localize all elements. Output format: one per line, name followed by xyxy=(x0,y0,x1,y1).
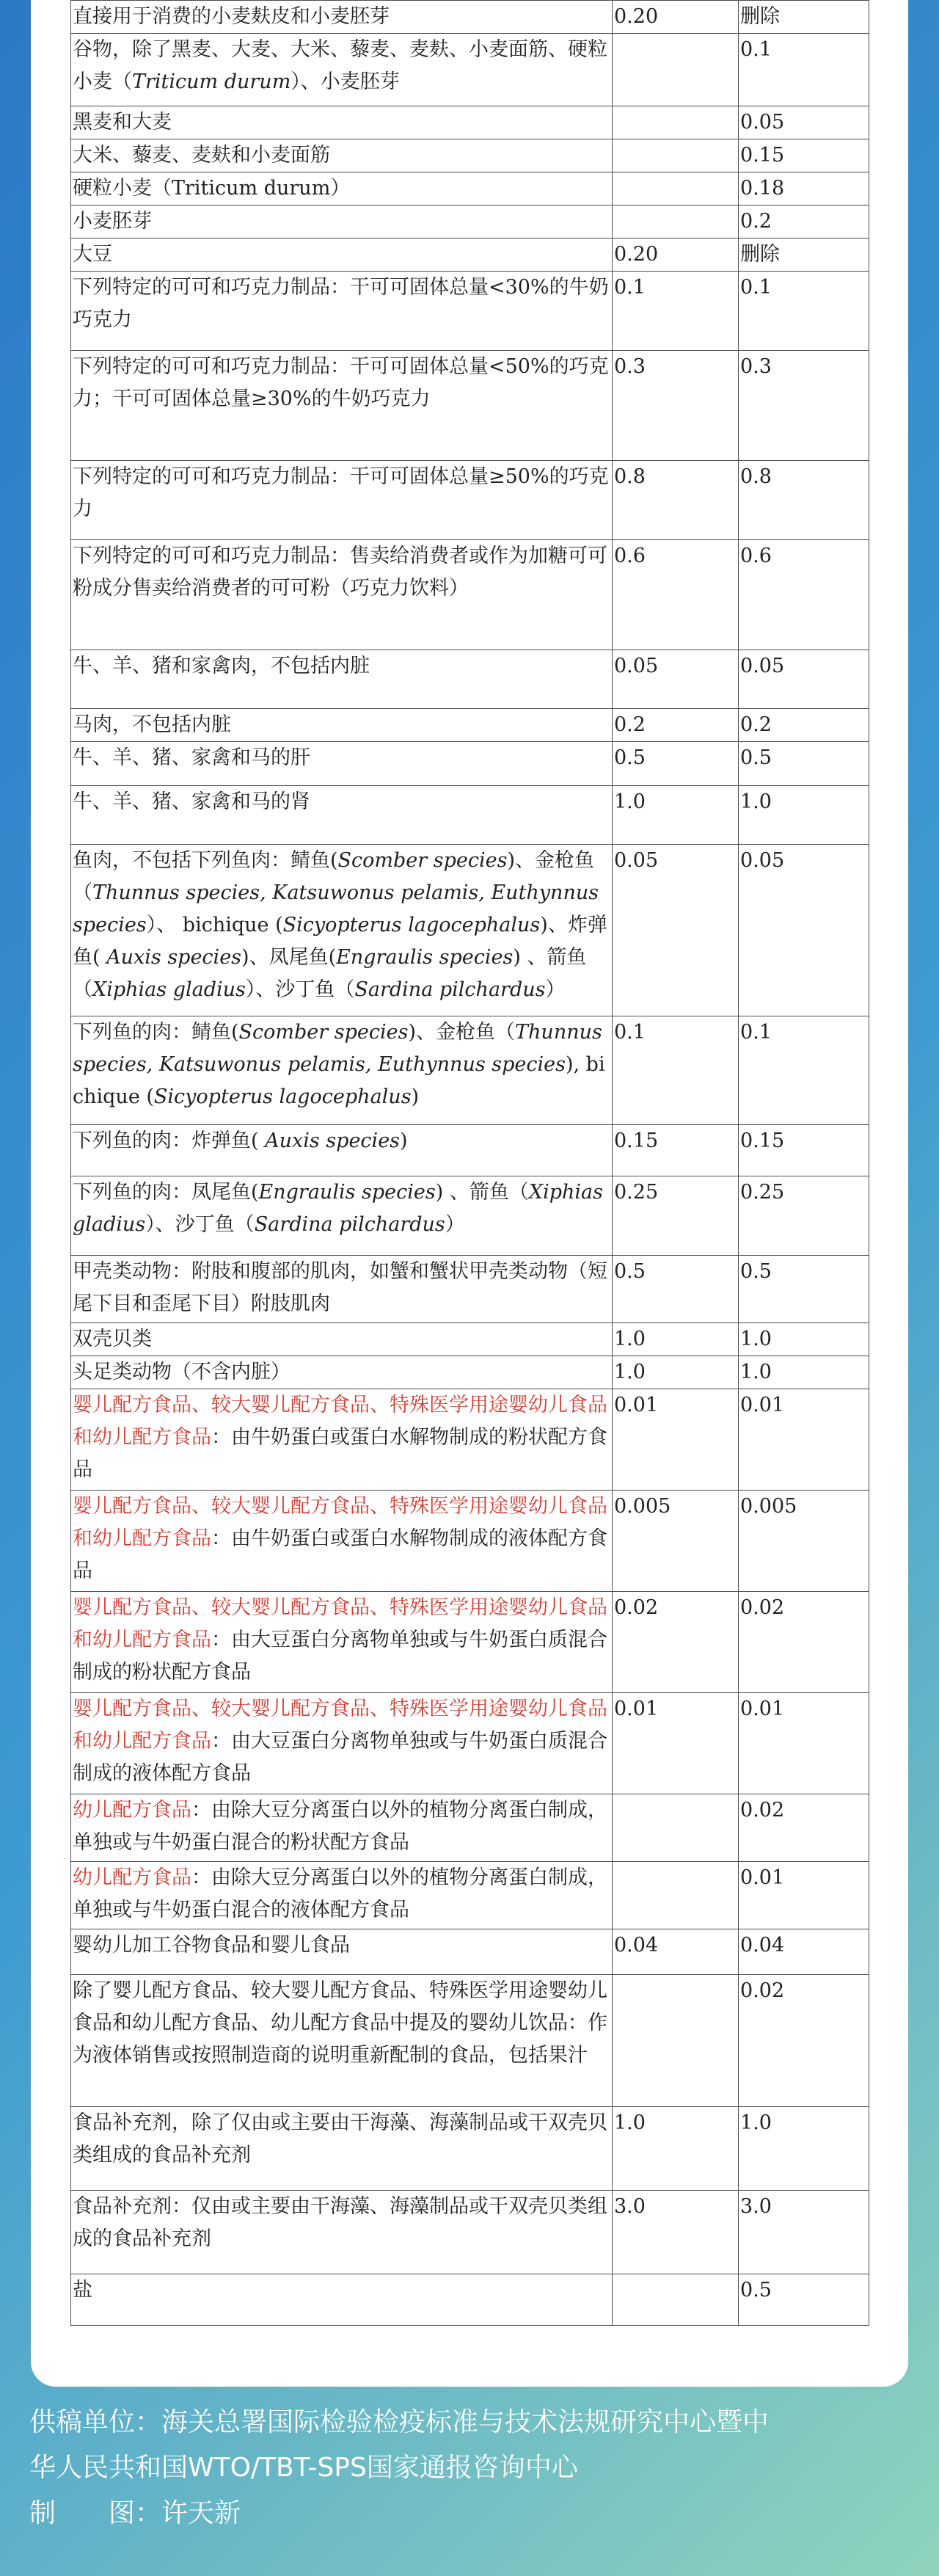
revised-limit-cell: 0.1 xyxy=(739,34,869,106)
food-category-cell: 除了婴儿配方食品、较大婴儿配方食品、特殊医学用途婴幼儿食品和幼儿配方食品、幼儿配方食品中提及的婴幼儿饮品：作为液体销售或按照制造商的说明重新配制的食品，包括果汁 xyxy=(71,1975,613,2107)
current-limit-cell: 0.05 xyxy=(613,650,739,709)
food-category-cell: 黑麦和大麦 xyxy=(71,106,613,139)
table-row xyxy=(71,1176,869,1256)
food-category-cell: 婴幼儿加工谷物食品和婴儿食品 xyxy=(71,1929,613,1975)
food-category-cell: 下列特定的可可和巧克力制品：干可可固体总量≥50%的巧克力 xyxy=(71,461,613,540)
food-category-cell: 头足类动物（不含内脏） xyxy=(71,1356,613,1389)
footer-line-2: 华人民共和国WTO/TBT-SPS国家通报咨询中心 xyxy=(29,2453,578,2483)
revised-limit-cell: 0.05 xyxy=(739,106,869,139)
table-row xyxy=(71,1125,869,1176)
food-category-cell: 婴儿配方食品、较大婴儿配方食品、特殊医学用途婴幼儿食品和幼儿配方食品：由大豆蛋白分离物单独或与牛奶蛋白质混合制成的粉状配方食品 xyxy=(71,1592,613,1693)
revised-limit-cell: 0.1 xyxy=(739,1016,869,1125)
current-limit-cell xyxy=(613,106,739,139)
current-limit-cell xyxy=(613,1975,739,2107)
table-row xyxy=(71,1323,869,1356)
current-limit-cell xyxy=(613,205,739,239)
food-category-cell: 大豆 xyxy=(71,239,613,272)
table-row xyxy=(71,172,869,205)
food-category-cell: 婴儿配方食品、较大婴儿配方食品、特殊医学用途婴幼儿食品和幼儿配方食品：由大豆蛋白分离物单独或与牛奶蛋白质混合制成的液体配方食品 xyxy=(71,1693,613,1794)
current-limit-cell: 0.5 xyxy=(613,1256,739,1323)
revised-limit-cell: 1.0 xyxy=(739,1356,869,1389)
table-row xyxy=(71,709,869,742)
current-limit-cell: 0.2 xyxy=(613,709,739,742)
table-row xyxy=(71,106,869,139)
food-category-cell: 鱼肉，不包括下列鱼肉：鲭鱼(Scomber species)、金枪鱼（Thunnus species, Katsuwonus pelamis, Euthynnus species）、 bichique (Sicyopterus lagocephalus)、炸弹鱼( Auxis species)、凤尾鱼(Engraulis species) 、箭鱼（Xiphias gladius）、沙丁鱼（Sardina pilchardus） xyxy=(71,845,613,1016)
current-limit-cell: 0.8 xyxy=(613,461,739,540)
table-row xyxy=(71,1592,869,1693)
current-limit-cell: 0.20 xyxy=(613,239,739,272)
current-limit-cell: 0.15 xyxy=(613,1125,739,1176)
revised-limit-cell: 0.15 xyxy=(739,1125,869,1176)
revised-limit-cell: 0.2 xyxy=(739,205,869,239)
food-category-cell: 双壳贝类 xyxy=(71,1323,613,1356)
current-limit-cell xyxy=(613,2274,739,2326)
current-limit-cell xyxy=(613,34,739,106)
revised-limit-cell: 0.3 xyxy=(739,351,869,461)
revised-limit-cell: 3.0 xyxy=(739,2191,869,2274)
revised-limit-cell: 1.0 xyxy=(739,786,869,845)
food-category-cell: 甲壳类动物：附肢和腹部的肌肉，如蟹和蟹状甲壳类动物（短尾下目和歪尾下目）附肢肌肉 xyxy=(71,1256,613,1323)
food-category-cell: 牛、羊、猪、家禽和马的肾 xyxy=(71,786,613,845)
revised-limit-cell: 0.01 xyxy=(739,1389,869,1491)
food-category-cell: 大米、藜麦、麦麸和小麦面筋 xyxy=(71,139,613,172)
revised-limit-cell: 0.01 xyxy=(739,1693,869,1794)
current-limit-cell: 0.5 xyxy=(613,742,739,786)
food-category-cell: 牛、羊、猪和家禽肉，不包括内脏 xyxy=(71,650,613,709)
current-limit-cell: 0.20 xyxy=(613,1,739,34)
food-category-cell: 婴儿配方食品、较大婴儿配方食品、特殊医学用途婴幼儿食品和幼儿配方食品：由牛奶蛋白或蛋白水解物制成的粉状配方食品 xyxy=(71,1389,613,1491)
table-row xyxy=(71,1,869,34)
current-limit-cell xyxy=(613,172,739,205)
table-row xyxy=(71,1491,869,1592)
food-category-cell: 硬粒小麦（Triticum durum） xyxy=(71,172,613,205)
revised-limit-cell: 0.02 xyxy=(739,1592,869,1693)
current-limit-cell: 1.0 xyxy=(613,786,739,845)
food-category-cell: 幼儿配方食品：由除大豆分离蛋白以外的植物分离蛋白制成，单独或与牛奶蛋白混合的液体配方食品 xyxy=(71,1862,613,1929)
revised-limit-cell: 1.0 xyxy=(739,2107,869,2191)
current-limit-cell: 0.6 xyxy=(613,540,739,650)
revised-limit-cell: 0.15 xyxy=(739,139,869,172)
current-limit-cell: 0.3 xyxy=(613,351,739,461)
table-row xyxy=(71,540,869,650)
revised-limit-cell: 0.8 xyxy=(739,461,869,540)
current-limit-cell: 0.01 xyxy=(613,1389,739,1491)
food-category-cell: 婴儿配方食品、较大婴儿配方食品、特殊医学用途婴幼儿食品和幼儿配方食品：由牛奶蛋白或蛋白水解物制成的液体配方食品 xyxy=(71,1491,613,1592)
table-row xyxy=(71,1389,869,1491)
limits-table xyxy=(70,0,869,2326)
current-limit-cell: 3.0 xyxy=(613,2191,739,2274)
food-category-cell: 幼儿配方食品：由除大豆分离蛋白以外的植物分离蛋白制成，单独或与牛奶蛋白混合的粉状配方食品 xyxy=(71,1794,613,1862)
food-category-cell: 下列特定的可可和巧克力制品：干可可固体总量<30%的牛奶巧克力 xyxy=(71,272,613,351)
food-category-cell: 下列鱼的肉：鲭鱼(Scomber species)、金枪鱼（Thunnus species, Katsuwonus pelamis, Euthynnus species), bichique (Sicyopterus lagocephalus) xyxy=(71,1016,613,1125)
table-row xyxy=(71,239,869,272)
table-row xyxy=(71,742,869,786)
revised-limit-cell: 0.2 xyxy=(739,709,869,742)
food-category-cell: 下列特定的可可和巧克力制品：干可可固体总量<50%的巧克力；干可可固体总量≥30%的牛奶巧克力 xyxy=(71,351,613,461)
current-limit-cell: 0.25 xyxy=(613,1176,739,1256)
revised-limit-cell: 0.5 xyxy=(739,742,869,786)
food-category-cell: 小麦胚芽 xyxy=(71,205,613,239)
food-category-cell: 盐 xyxy=(71,2274,613,2326)
table-row xyxy=(71,351,869,461)
revised-limit-cell: 0.05 xyxy=(739,650,869,709)
table-row xyxy=(71,1256,869,1323)
current-limit-cell: 0.01 xyxy=(613,1693,739,1794)
table-row xyxy=(71,1794,869,1862)
revised-limit-cell: 删除 xyxy=(739,239,869,272)
table-row xyxy=(71,1016,869,1125)
revised-limit-cell: 0.01 xyxy=(739,1862,869,1929)
revised-limit-cell: 0.05 xyxy=(739,845,869,1016)
table-row xyxy=(71,139,869,172)
table-row xyxy=(71,1356,869,1389)
current-limit-cell: 1.0 xyxy=(613,2107,739,2191)
revised-limit-cell: 0.5 xyxy=(739,2274,869,2326)
revised-limit-cell: 删除 xyxy=(739,1,869,34)
food-category-cell: 食品补充剂，除了仅由或主要由干海藻、海藻制品或干双壳贝类组成的食品补充剂 xyxy=(71,2107,613,2191)
table-row xyxy=(71,205,869,239)
credits-footer xyxy=(29,2400,910,2536)
table-row xyxy=(71,2191,869,2274)
food-category-cell: 牛、羊、猪、家禽和马的肝 xyxy=(71,742,613,786)
footer-line-1: 供稿单位：海关总署国际检验检疫标准与技术法规研究中心暨中 xyxy=(29,2407,770,2437)
food-category-cell: 食品补充剂：仅由或主要由干海藻、海藻制品或干双壳贝类组成的食品补充剂 xyxy=(71,2191,613,2274)
table-row xyxy=(71,461,869,540)
current-limit-cell xyxy=(613,1794,739,1862)
current-limit-cell xyxy=(613,1862,739,1929)
current-limit-cell: 1.0 xyxy=(613,1356,739,1389)
table-row xyxy=(71,1975,869,2107)
current-limit-cell: 0.04 xyxy=(613,1929,739,1975)
table-row xyxy=(71,2107,869,2191)
table-row xyxy=(71,34,869,106)
food-category-cell: 直接用于消费的小麦麸皮和小麦胚芽 xyxy=(71,1,613,34)
footer-line-3: 制 图：许天新 xyxy=(29,2498,241,2528)
revised-limit-cell: 1.0 xyxy=(739,1323,869,1356)
table-row xyxy=(71,650,869,709)
table-row xyxy=(71,1693,869,1794)
food-category-cell: 马肉，不包括内脏 xyxy=(71,709,613,742)
table-row xyxy=(71,2274,869,2326)
food-category-cell: 下列鱼的肉：炸弹鱼( Auxis species) xyxy=(71,1125,613,1176)
current-limit-cell: 1.0 xyxy=(613,1323,739,1356)
revised-limit-cell: 0.5 xyxy=(739,1256,869,1323)
table-row xyxy=(71,272,869,351)
table-row xyxy=(71,786,869,845)
food-category-cell: 下列特定的可可和巧克力制品：售卖给消费者或作为加糖可可粉成分售卖给消费者的可可粉（巧克力饮料） xyxy=(71,540,613,650)
revised-limit-cell: 0.005 xyxy=(739,1491,869,1592)
revised-limit-cell: 0.6 xyxy=(739,540,869,650)
revised-limit-cell: 0.04 xyxy=(739,1929,869,1975)
current-limit-cell xyxy=(613,139,739,172)
current-limit-cell: 0.02 xyxy=(613,1592,739,1693)
current-limit-cell: 0.1 xyxy=(613,272,739,351)
current-limit-cell: 0.1 xyxy=(613,1016,739,1125)
revised-limit-cell: 0.02 xyxy=(739,1794,869,1862)
table-row xyxy=(71,845,869,1016)
revised-limit-cell: 0.25 xyxy=(739,1176,869,1256)
revised-limit-cell: 0.02 xyxy=(739,1975,869,2107)
food-category-cell: 谷物，除了黑麦、大麦、大米、藜麦、麦麸、小麦面筋、硬粒小麦（Triticum durum）、小麦胚芽 xyxy=(71,34,613,106)
current-limit-cell: 0.05 xyxy=(613,845,739,1016)
table-row xyxy=(71,1862,869,1929)
current-limit-cell: 0.005 xyxy=(613,1491,739,1592)
revised-limit-cell: 0.1 xyxy=(739,272,869,351)
table-row xyxy=(71,1929,869,1975)
food-category-cell: 下列鱼的肉：凤尾鱼(Engraulis species) 、箭鱼（Xiphias gladius）、沙丁鱼（Sardina pilchardus） xyxy=(71,1176,613,1256)
revised-limit-cell: 0.18 xyxy=(739,172,869,205)
